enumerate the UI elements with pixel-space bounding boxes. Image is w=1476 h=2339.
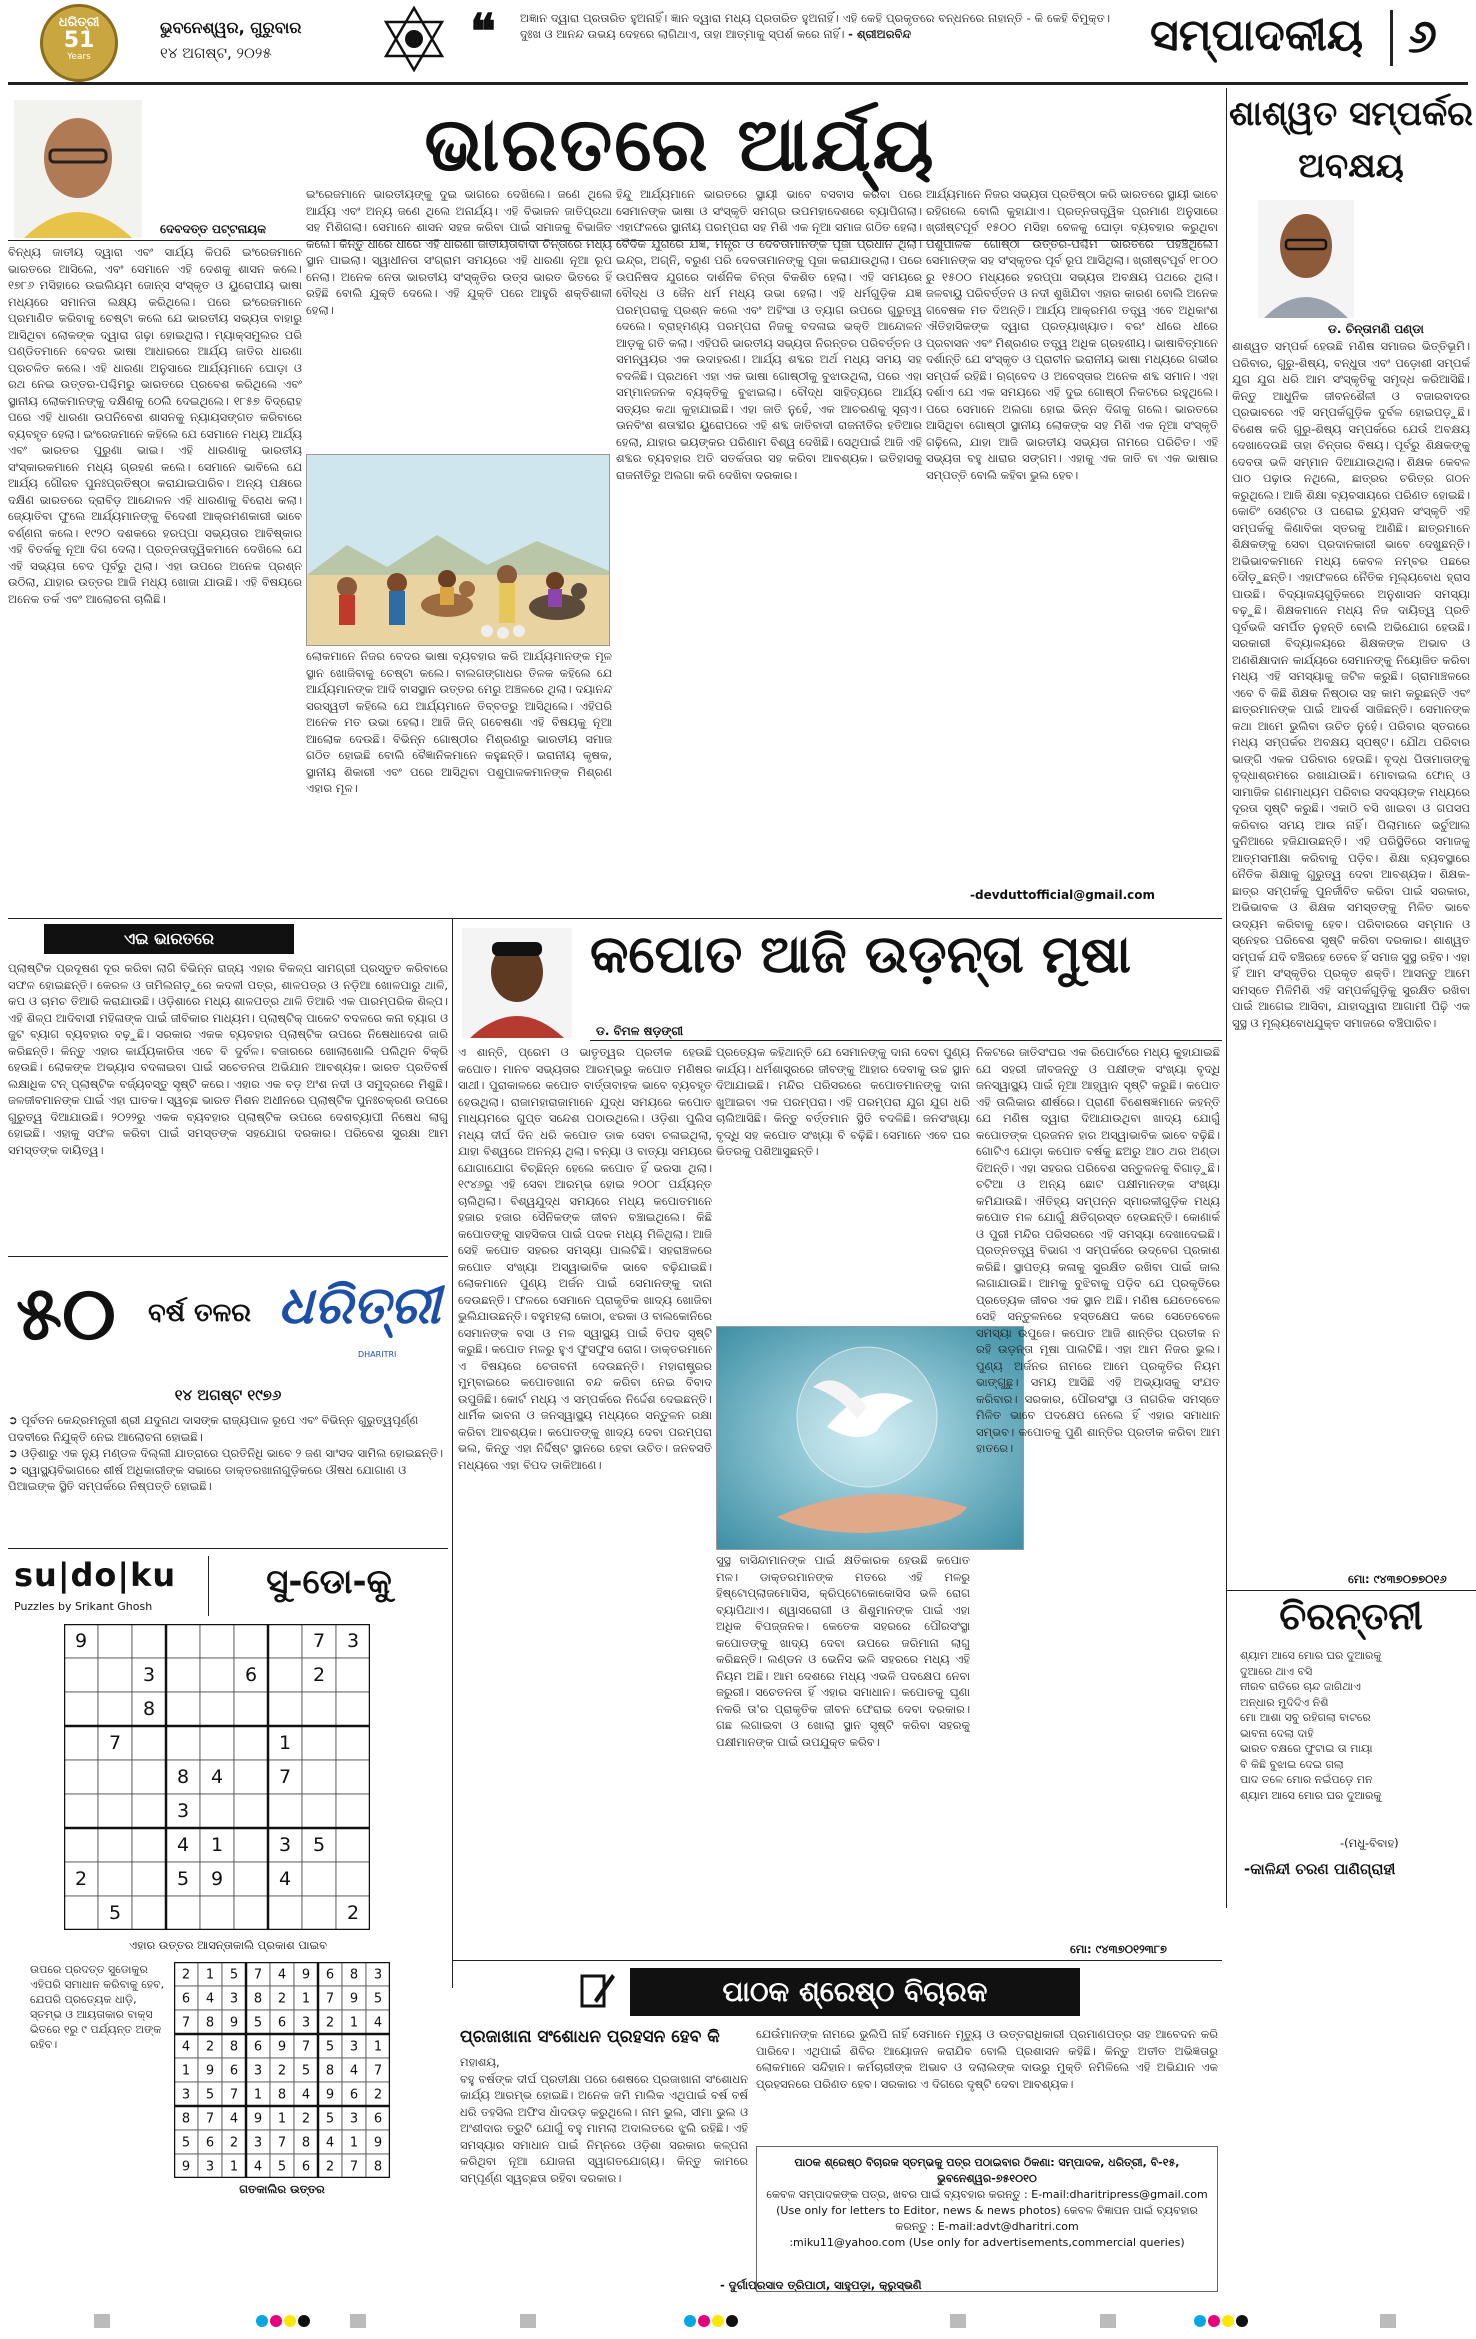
sudoku-puzzle-digit: 5 [312,1834,326,1857]
reader-footer-line3: :miku11@yahoo.com (Use only for advertisements,commercial queries) [789,2236,1185,2249]
sudoku-solution-digit: 4 [253,2159,263,2175]
sudoku-puzzle-cell [200,1692,234,1726]
section-title: ସମ୍ପାଦକୀୟ [1150,10,1364,61]
letter-body-col-2: ଯେଉଁମାନଙ୍କ ନାମରେ ଭୁଲିପି ନାହିଁ ସେମାନେ ମୃତ୍ୟୁ ଓ ଉତ୍ତରାଧିକାରୀ ପ୍ରମାଣପତ୍ର ସହ ଆବେଦନ କରି ପାରିବେ। ଏଥିପାଇଁ ଶିବିର ଆୟୋଜନ କରାଯିବ ବୋଲି ପ୍ରଶାସନ କହିଛି। କିନ୍ତୁ ଅତୀତ ଅଭିଜ୍ଞତାରୁ ଲୋକମାନେ ସନ୍ଦିହାନ। କର୍ମଚାରୀଙ୍କ ଅଭାବ ଓ ଦଲାଲଙ୍କ ଦାଉରୁ ମୁକ୍ତି ନମିଳିଲେ ଏହି ଅଭିଯାନ ଏକ ପ୍ରହସନରେ ପରିଣତ ହେବ। ସରକାର ଏ ଦିଗରେ ଦୃଷ୍ଟି ଦେବା ଆବଶ୍ୟକ। [756,2027,1218,2091]
sudoku-solution-digit: 3 [373,1967,383,1983]
sudoku-puzzle-cell [302,1760,336,1794]
sudoku-solution-digit: 6 [205,2135,215,2151]
second-author-phone: ମୋ: ୯୪୩୭୦୧୨୩୮୭ [1070,1942,1167,1956]
sudoku-puzzle-cell [132,1726,166,1760]
sudoku-solution-digit: 8 [349,1967,359,1983]
sudoku-solution-digit: 4 [301,2087,311,2103]
sudoku-puzzle-cell [98,1862,132,1896]
sudoku-puzzle-cell [302,1862,336,1896]
sudoku-solution-digit: 4 [373,2015,383,2031]
sudoku-solution-digit: 5 [229,1967,239,1983]
sudoku-solution-digit: 3 [349,2039,359,2055]
chirantani-source: -(ମଧୁ-ବିବାହ) [1340,1836,1399,1850]
sudoku-solution-digit: 1 [277,2111,287,2127]
sudoku-credit: Puzzles by Srikant Ghosh [14,1600,153,1613]
sudoku-puzzle-cell [166,1624,200,1658]
sudoku-solution-digit: 9 [229,2015,239,2031]
ei-bharatare-text: ପ୍ଲାଷ୍ଟିକ ପ୍ରଦୂଷଣ ଦୂର କରିବା ଲାଗି ବିଭିନ୍ନ ରାଜ୍ୟ ଏହାର ବିକଳ୍ପ ସାମଗ୍ରୀ ପ୍ରସ୍ତୁତ କରିବାରେ ସଫଳ ହୋଇଛନ୍ତି। କେରଳ ଓ ତାମିଲନାଡ଼ୁରେ କଦଳୀ ପତ୍ର, ଶାଳପତ୍ର ଓ ନଡ଼ିଆ ଖୋଳପାରୁ ଥାଳି, କପ ଓ ଚାମଚ ତିଆରି କରାଯାଉଛି। ଓଡ଼ିଶାରେ ମଧ୍ୟ ଶାଳପତ୍ର ଥାଳି ତିଆରି ଏକ ପାରମ୍ପରିକ ଶିଳ୍ପ। ଏହି ଶିଳ୍ପ ଆଦିବାସୀ ମହିଳାଙ୍କ ପାଇଁ ଜୀବିକାର ମାଧ୍ୟମ। ପ୍ଲାଷ୍ଟିକ୍ ପାକେଟ ବଦଳରେ କନା ବ୍ୟାଗ ଓ ଜୁଟ ବ୍ୟାଗ ବ୍ୟବହାର ବଢ଼ୁଛି। ସରକାର ଏକକ ବ୍ୟବହାର ପ୍ଲାଷ୍ଟିକ ଉପରେ ନିଷେଧାଦେଶ ଜାରି କରିଛନ୍ତି। କିନ୍ତୁ ଏହାର କାର୍ଯ୍ୟକାରିତା ଏବେ ବି ଦୁର୍ବଳ। ବଜାରରେ ଖୋଲାଖୋଲି ପଲିଥିନ ବିକ୍ରି ହେଉଛି। ଲୋକଙ୍କ ଅଭ୍ୟାସ ବଦଳାଇବା ପାଇଁ ସଚେତନତା ଅଭିଯାନ ଆବଶ୍ୟକ। ଭାରତ ପ୍ରତିବର୍ଷ ଲକ୍ଷାଧିକ ଟନ୍ ପ୍ଲାଷ୍ଟିକ ବର୍ଜ୍ୟବସ୍ତୁ ସୃଷ୍ଟି କରେ। ଏହାର ଏକ ବଡ଼ ଅଂଶ ନଦୀ ଓ ସମୁଦ୍ରରେ ମିଶୁଛି। ଜଳଜୀବମାନଙ୍କ ପାଇଁ ଏହା ଘାତକ। ସ୍ୱଚ୍ଛ ଭାରତ ମିଶନ ଅଧୀନରେ ପ୍ଲାଷ୍ଟିକ ପୁନଃଚକ୍ରଣ ଉପରେ ଗୁରୁତ୍ୱ ଦିଆଯାଉଛି। ୨୦୨୨ରୁ ଏକକ ବ୍ୟବହାର ପ୍ଲାଷ୍ଟିକ ଉପରେ ଦେଶବ୍ୟାପୀ ନିଷେଧ ଲାଗୁ ହୋଇଛି। ଏହାକୁ ସଫଳ କରିବା ପାଇଁ ସମସ୍ତଙ୍କ ସହଯୋଗ ଦରକାର। ପରିବେଶ ସୁରକ୍ଷା ଆମ ସମସ୍ତଙ୍କ ଦାୟିତ୍ୱ। [8,961,448,1157]
sudoku-solution-digit: 2 [277,2063,287,2079]
reader-footer-line2: କେବଳ ସମ୍ପାଦକଙ୍କ ପତ୍ର, ଖବର ପାଇଁ ବ୍ୟବହାର କରନ୍ତୁ : E-mail:dharitripress@gmail.com (Use only for letters to Editor, news & news photos) କେବଳ ବିଜ୍ଞାପନ ପାଇଁ ବ୍ୟବହାର କରନ୍ତୁ : E-mail:advt@dharitri.com [766,2188,1208,2233]
sudoku-solution-digit: 7 [277,2135,287,2151]
lead-author-email: -devduttofficial@gmail.com [970,888,1156,902]
sudoku-puzzle-digit: 2 [312,1664,326,1687]
sudoku-solution-digit: 2 [205,2039,215,2055]
lead-article-col-3: ହିନ୍ଦୁ ଆର୍ଯ୍ୟମାନେ ଭାରତରେ ସ୍ଥାୟୀ ଭାବେ ବସବାସ କରିବା ପରେ ସେମାନଙ୍କ ଭାଷା ଓ ସଂସ୍କୃତି ସମଗ୍ର ଉପମହାଦେଶରେ ବ୍ୟାପିଗଲା। ଏହାଫଳରେ ସ୍ଥାନୀୟ ପରମ୍ପରା ସହ ମିଶି ଏକ ନୂଆ ସମାଜ ଗଠିତ ହେଲା। ବୈଦିକ ଯୁଗରେ ଯଜ୍ଞ, ମନ୍ତ୍ର ଓ ଦେବତାମାନଙ୍କ ପୂଜା ପ୍ରଧାନ ଥିଲା। ଇନ୍ଦ୍ର, ଅଗ୍ନି, ବରୁଣ ପରି ଦେବତାମାନଙ୍କୁ ପୂଜା କରାଯାଉଥିଲା। ପରେ ଉପନିଷଦ ଯୁଗରେ ଦାର୍ଶନିକ ଚିନ୍ତା ବିକଶିତ ହେଲା। ଏହି ସମୟରେ ବୌଦ୍ଧ ଓ ଜୈନ ଧର୍ମ ମଧ୍ୟ ଉଭା ହେଲା। ଏହି ଧର୍ମଗୁଡ଼ିକ ଯଜ୍ଞ ପରମ୍ପରାକୁ ପ୍ରଶ୍ନ କଲେ ଏବଂ ଅହିଂସା ଓ ତ୍ୟାଗ ଉପରେ ଗୁରୁତ୍ୱ ଦେଲେ। ବ୍ରାହ୍ମଣ୍ୟ ପରମ୍ପରା ନିଜକୁ ବଦଳାଇ ଭକ୍ତି ଆନ୍ଦୋଳନ ଆଡ଼କୁ ଗତି କଲା। ଏହିପରି ଭାରତୀୟ ସଭ୍ୟତା ନିରନ୍ତର ପରିବର୍ତ୍ତନ ଓ ସମନ୍ୱୟର ଏକ ଉଦାହରଣ। ଆର୍ଯ୍ୟ ଶବ୍ଦର ଅର୍ଥ ମଧ୍ୟ ସମୟ ସହ ବଦଳିଛି। ପ୍ରଥମେ ଏହା ଏକ ଭାଷା ଗୋଷ୍ଠୀକୁ ବୁଝାଉଥିଲା, ପରେ ଏହା ସମ୍ମାନଜନକ ବ୍ୟକ୍ତିକୁ ବୁଝାଇଲା। ବୌଦ୍ଧ ସାହିତ୍ୟରେ ଆର୍ଯ୍ୟ ସତ୍ୟର କଥା କୁହାଯାଇଛି। ଏହା ଜାତି ନୁହେଁ, ଏକ ଆଚରଣକୁ ସୂଚାଏ। ଊନବିଂଶ ଶତାବ୍ଦୀର ୟୁରୋପରେ ଏହି ଶବ୍ଦ ଜାତିବାଦୀ ରାଜନୀତିର ହତିଆର ହେଲା, ଯାହାର ଭୟଙ୍କର ପରିଣାମ ବିଶ୍ୱ ଦେଖିଛି। ସେଥିପାଇଁ ଆଜି ଏହି ଶବ୍ଦର ବ୍ୟବହାର ଅତି ସତର୍କତାର ସହ କରିବା ଆବଶ୍ୟକ। ଇତିହାସକୁ ରାଜନୀତିରୁ ଅଲଗା କରି ଦେଖିବା ଦରକାର। [616,187,922,482]
sudoku-solution-digit: 7 [181,2015,191,2031]
second-author-name: ଡ. ବିମଳ ଷଡ଼ଙ୍ଗୀ [596,1024,684,1038]
sudoku-puzzle-cell [336,1658,370,1692]
sudoku-solution-digit: 1 [349,2135,359,2151]
reader-footer-line1: ପାଠକ ଶ୍ରେଷ୍ଠ ବିଚାରକ ସ୍ତମ୍ଭକୁ ପତ୍ର ପଠାଇବାର ଠିକଣା: ସମ୍ପାଦକ, ଧରିତ୍ରୀ, ବି-୧୫, ଭୁବନେଶ୍ୱର-୭୫୧୦୧୦ [794,2156,1180,2185]
lead-headline: ଭାରତରେ ଆର୍ଯ୍ୟ [424,102,936,188]
sudoku-puzzle-cell [268,1692,302,1726]
sudoku-solution-digit: 7 [253,1967,263,1983]
sudoku-puzzle-cell [268,1624,302,1658]
sudoku-puzzle-digit: 3 [142,1664,156,1687]
sudoku-solution-digit: 6 [253,2039,263,2055]
reader-banner-text: ପାଠକ ଶ୍ରେଷ୍ଠ ବିଚାରକ [722,1975,988,2008]
fifty-items: ➲ ପୂର୍ବତନ କେନ୍ଦ୍ରମନ୍ତ୍ରୀ ଶ୍ରୀ ଯଦୁନାଥ ଦାସଙ୍କ ରାଜ୍ୟପାଳ ରୂପେ ଏବଂ ବିଭିନ୍ନ ଗୁରୁତ୍ୱପୂର୍ଣ୍ଣ ପଦବୀରେ ନିଯୁକ୍ତି ନେଇ ଆଲୋଚନା ହୋଇଛି। ➲ ଓଡ଼ିଶାରୁ ଏକ ନ୍ୟୁ ମଣ୍ଡଳ ଦିଲ୍ଲୀ ଯାତ୍ରାରେ ପ୍ରତିନିଧି ଭାବେ ୨ ଜଣ ସାଂସଦ ସାମିଲ ହୋଇଛନ୍ତି। ➲ ସ୍ୱାସ୍ଥ୍ୟବିଭାଗରେ ଶୀର୍ଷ ଅଧିକାରୀଙ୍କ ସଭାରେ ଡାକ୍ତରଖାନାଗୁଡ଼ିକରେ ଔଷଧ ଯୋଗାଣ ଓ ପିଆଇଙ୍କ ସ୍ଥିତି ସମ୍ପର୍କରେ ନିଷ୍ପତ୍ତି ହୋଇଛି। [8,1413,444,1493]
sudoku-solution-digit: 2 [301,2111,311,2127]
sudoku-puzzle-cell [234,1760,268,1794]
sudoku-solution-digit: 2 [181,1967,191,1983]
sudoku-solution-digit: 7 [301,2039,311,2055]
chirantani-title: ଚିରନ୍ତନୀ [1279,1594,1423,1638]
sudoku-solution-digit: 3 [229,1991,239,2007]
sudoku-solution-digit: 8 [277,2087,287,2103]
sudoku-puzzle-cell [336,1794,370,1828]
sudoku-puzzle-cell [98,1794,132,1828]
sudoku-puzzle-cell [166,1896,200,1930]
sudoku-solution-digit: 8 [205,2015,215,2031]
fifty-years-banner [8,1262,448,1382]
sudoku-puzzle-cell [64,1692,98,1726]
sudoku-puzzle-cell [132,1896,166,1930]
sudoku-puzzle-digit: 4 [176,1834,190,1857]
sudoku-solution-digit: 2 [325,2159,335,2175]
sudoku-solution-digit: 2 [229,2135,239,2151]
sudoku-solution-digit: 8 [325,2063,335,2079]
sudoku-puzzle-cell [64,1896,98,1930]
sudoku-odia-title: ସୁ-ଡୋ-କୁ [266,1562,392,1602]
sudoku-solution-digit: 6 [325,1967,335,1983]
side-author-name: ଡ. ଚିନ୍ତାମଣି ପଣ୍ଡା [1328,322,1424,336]
second-article-col-1: ଏ ଶାନ୍ତି, ପ୍ରେମ ଓ ଭାତୃତ୍ୱର ପ୍ରତୀକ ହେଉଛି କପୋତ। ମାନବ ସଭ୍ୟତାର ଆରମ୍ଭରୁ କପୋତ ମଣିଷର ସାଥୀ। ପୁରାକାଳରେ କପୋତ ବାର୍ତ୍ତାବାହକ ଭାବେ ବ୍ୟବହୃତ ହେଉଥିଲା। ରାଜାମହାରାଜାମାନେ ଯୁଦ୍ଧ ସମୟରେ କପୋତ ମାଧ୍ୟମରେ ଗୁପ୍ତ ସନ୍ଦେଶ ପଠାଉଥିଲେ। ଓଡ଼ିଶା ପୁଲିସ ମଧ୍ୟ ଦୀର୍ଘ ଦିନ ଧରି କପୋତ ଡାକ ସେବା ଚଳାଇଥିଲା, ଯାହା ବିଶ୍ୱରେ ଅନନ୍ୟ ଥିଲା। ବନ୍ୟା ଓ ବାତ୍ୟା ସମୟରେ ଯୋଗାଯୋଗ ବିଚ୍ଛିନ୍ନ ହେଲେ କପୋତ ହିଁ ଭରସା ଥିଲା। ୧୯୪୬ରୁ ଏହି ସେବା ଆରମ୍ଭ ହୋଇ ୨୦୦୮ ପର୍ଯ୍ୟନ୍ତ ଚାଲିଥିଲା। ବିଶ୍ୱଯୁଦ୍ଧ ସମୟରେ ମଧ୍ୟ କପୋତମାନେ ହଜାର ହଜାର ସୈନିକଙ୍କ ଜୀବନ ବଞ୍ଚାଇଥିଲେ। କିଛି କପୋତଙ୍କୁ ସାହସିକତା ପାଇଁ ପଦକ ମଧ୍ୟ ମିଳିଥିଲା। ଆଜି ସେହି କପୋତ ସହରର ସମସ୍ୟା ପାଲଟିଛି। ସହରାଞ୍ଚଳରେ କପୋତ ସଂଖ୍ୟା ଅସ୍ୱାଭାବିକ ଭାବେ ବଢ଼ିଯାଇଛି। ଲୋକମାନେ ପୁଣ୍ୟ ଅର୍ଜନ ପାଇଁ ସେମାନଙ୍କୁ ଦାନା ଦେଉଛନ୍ତି। ଫଳରେ ସେମାନେ ପ୍ରାକୃତିକ ଖାଦ୍ୟ ଖୋଜିବା ଭୁଲିଯାଉଛନ୍ତି। ବହୁମହଲା କୋଠା, ଝରକା ଓ ବାଲକୋନିରେ ସେମାନଙ୍କ ବସା ଓ ମଳ ସ୍ୱାସ୍ଥ୍ୟ ପାଇଁ ବିପଦ ସୃଷ୍ଟି କରୁଛି। କପୋତ ମଳରୁ ହୁଏ ଫୁସଫୁସ ରୋଗ। ଡାକ୍ତରମାନେ ଏ ବିଷୟରେ ଚେତାବନୀ ଦେଉଛନ୍ତି। ମହାରାଷ୍ଟ୍ରର ମୁମ୍ବାଇରେ କପୋତଖାନା ବନ୍ଦ କରିବା ନେଇ ବିବାଦ ଉପୁଜିଛି। କୋର୍ଟ ମଧ୍ୟ ଏ ସମ୍ପର୍କରେ ନିର୍ଦ୍ଦେଶ ଦେଇଛନ୍ତି। ଧାର୍ମିକ ଭାବନା ଓ ଜନସ୍ୱାସ୍ଥ୍ୟ ମଧ୍ୟରେ ସନ୍ତୁଳନ ରକ୍ଷା କରିବା ଆବଶ୍ୟକ। କପୋତଙ୍କୁ ଖାଦ୍ୟ ଦେବା ପରମ୍ପରା ଭଲ, କିନ୍ତୁ ଏହା ନିର୍ଦ୍ଦିଷ୍ଟ ସ୍ଥାନରେ ହେବା ଉଚିତ। ଜନବସତି ମଧ୍ୟରେ ଏହା ବିପଦ ଡାକିଆଣେ। [458,1045,712,1472]
sudoku-puzzle-cell [268,1896,302,1930]
lead-article-col-2b: ଲୋକମାନେ ନିଜର ବେଦର ଭାଷା ବ୍ୟବହାର କରି ଆର୍ଯ୍ୟମାନଙ୍କ ମୂଳ ସ୍ଥାନ ଖୋଜିବାକୁ ଚେଷ୍ଟା କଲେ। ବାଲଗଙ୍ଗାଧର ତିଳକ କହିଲେ ଯେ ଆର୍ଯ୍ୟମାନଙ୍କ ଆଦି ବାସସ୍ଥାନ ଉତ୍ତର ମେରୁ ଅଞ୍ଚଳରେ ଥିଲା। ଦୟାନନ୍ଦ ସରସ୍ୱତୀ କହିଲେ ଯେ ଆର୍ଯ୍ୟମାନେ ତିବ୍ବତରୁ ଆସିଥିଲେ। ଏହିପରି ଅନେକ ମତ ଉଭା ହେଲା। ଆଜି ଜିନ୍ ଗବେଷଣା ଏହି ବିଷୟକୁ ନୂଆ ଆଲୋକ ଦେଉଛି। ବିଭିନ୍ନ ଗୋଷ୍ଠୀର ମିଶ୍ରଣରୁ ଭାରତୀୟ ସମାଜ ଗଠିତ ହୋଇଛି ବୋଲି ବୈଜ୍ଞାନିକମାନେ କହୁଛନ୍ତି। ଇରାନୀୟ କୃଷକ, ସ୍ଥାନୀୟ ଶିକାରୀ ଏବଂ ପରେ ଆସିଥିବା ପଶୁପାଳକମାନଙ୍କ ମିଶ୍ରଣ ଏହାର ମୂଳ। [306,649,612,795]
sudoku-puzzle-cell [98,1658,132,1692]
sudoku-solution-digit: 2 [325,2015,335,2031]
sudoku-solution-digit: 6 [301,2159,311,2175]
sudoku-solution-digit: 1 [229,2159,239,2175]
sudoku-puzzle-cell [98,1760,132,1794]
sudoku-note: ଏହାର ଉତ୍ତର ଆସନ୍ତାକାଲି ପ୍ରକାଶ ପାଇବ [129,1938,327,1952]
logo-years: 51 [63,28,95,53]
sudoku-solution-digit: 5 [325,2111,335,2127]
sudoku-solution-digit: 1 [301,1991,311,2007]
sudoku-solution-digit: 5 [277,2159,287,2175]
side-author-photo [1258,200,1354,318]
daily-quote [520,10,1110,74]
sudoku-solution-digit: 7 [325,1991,335,2007]
dharitri-51-years-logo [40,4,118,82]
sudoku-puzzle-cell [64,1726,98,1760]
sudoku-puzzle-cell [234,1794,268,1828]
sudoku-solution-digit: 5 [205,2087,215,2103]
sudoku-puzzle-cell [268,1794,302,1828]
sudoku-solution-digit: 7 [373,2063,383,2079]
sudoku-puzzle-cell [200,1896,234,1930]
side-author-phone: ମୋ: ୯୪୩୭୦୭୭୦୧୬ [1348,1572,1447,1586]
sudoku-puzzle-cell [234,1624,268,1658]
sudoku-solution-digit: 7 [349,2159,359,2175]
sudoku-puzzle-cell [336,1726,370,1760]
sudoku-yesterday-label: ଗତକାଲିର ଉତ୍ତର [239,2182,325,2196]
sudoku-solution-digit: 9 [349,1991,359,2007]
logo-name: ଧରିତ୍ରୀ [58,15,100,30]
lead-author-name: ଦେବଦତ୍ତ ପଟ୍ଟନାୟକ [160,222,267,236]
sudoku-puzzle-cell [64,1828,98,1862]
sudoku-puzzle-cell [132,1862,166,1896]
sudoku-solution-digit: 3 [301,2015,311,2031]
sudoku-solution-digit: 4 [277,1967,287,1983]
sudoku-solution-digit: 1 [181,2063,191,2079]
fifty-brand: ଧରିତ୍ରୀ [278,1276,441,1336]
sudoku-solution-digit: 8 [229,2039,239,2055]
emblem-icon [384,6,444,72]
sudoku-puzzle-digit: 2 [74,1868,88,1891]
sudoku-puzzle-cell [132,1624,166,1658]
reader-footer-box [756,2146,1218,2292]
side-column-title-1: ଶାଶ୍ୱତ ସମ୍ପର୍କର [1228,94,1474,134]
sudoku-puzzle-digit: 5 [108,1902,122,1925]
sudoku-puzzle-cell [302,1726,336,1760]
sudoku-puzzle-digit: 8 [176,1766,190,1789]
side-column-title-2: ଅବକ୍ଷୟ [1298,146,1404,186]
sudoku-solution-digit: 2 [373,2087,383,2103]
sudoku-puzzle-digit: 7 [108,1732,122,1755]
sudoku-puzzle-cell [336,1828,370,1862]
fifty-text: ବର୍ଷ ତଳର [148,1298,251,1328]
sudoku-solution-svg [174,1962,390,2178]
sudoku-puzzle-digit: 3 [278,1834,292,1857]
sudoku-solution-digit: 3 [205,2159,215,2175]
sudoku-puzzle-digit: 1 [278,1732,292,1755]
sudoku-puzzle-cell [200,1794,234,1828]
side-column-text: ଶାଶ୍ୱତ ସମ୍ପର୍କ ହେଉଛି ମଣିଷ ସମାଜର ଭିତ୍ତିଭୂମି। ପରିବାର, ଗୁରୁ-ଶିଷ୍ୟ, ବନ୍ଧୁତା ଏବଂ ପଡ଼ୋଶୀ ସମ୍ପର୍କ ଯୁଗ ଯୁଗ ଧରି ଆମ ସଂସ୍କୃତିକୁ ସମୃଦ୍ଧ କରିଆସିଛି। କିନ୍ତୁ ଆଧୁନିକ ଜୀବନଶୈଳୀ ଓ ବଜାରବାଦର ପ୍ରଭାବରେ ଏହି ସମ୍ପର୍କଗୁଡ଼ିକ ଦୁର୍ବଳ ହୋଇପଡ଼ୁଛି। ବିଶେଷ କରି ଗୁରୁ-ଶିଷ୍ୟ ସମ୍ପର୍କରେ ଯେଉଁ ଅବକ୍ଷୟ ଦେଖାଦେଉଛି ତାହା ଚିନ୍ତାର ବିଷୟ। ପୂର୍ବରୁ ଶିକ୍ଷକଙ୍କୁ ଦେବତା ଭଳି ସମ୍ମାନ ଦିଆଯାଉଥିଲା। ଶିକ୍ଷକ କେବଳ ପାଠ ପଢ଼ାଉ ନଥିଲେ, ଛାତ୍ରର ଚରିତ୍ର ଗଠନ କରୁଥିଲେ। ଆଜି ଶିକ୍ଷା ବ୍ୟବସାୟରେ ପରିଣତ ହୋଇଛି। କୋଚିଂ ସେଣ୍ଟର ଓ ଘରୋଇ ଟ୍ୟୁସନ ସଂସ୍କୃତି ଏହି ସମ୍ପର୍କକୁ କିଣାବିକା ସ୍ତରକୁ ଆଣିଛି। ଛାତ୍ରମାନେ ଶିକ୍ଷକଙ୍କୁ ସେବା ପ୍ରଦାନକାରୀ ଭାବେ ଦେଖୁଛନ୍ତି। ଅଭିଭାବକମାନେ ମଧ୍ୟ କେବଳ ନମ୍ବର ପଛରେ ଦୌଡ଼ୁଛନ୍ତି। ଏହାଫଳରେ ନୈତିକ ମୂଲ୍ୟବୋଧ ହ୍ରାସ ପାଉଛି। ବିଦ୍ୟାଳୟଗୁଡ଼ିକରେ ଅନୁଶାସନ ସମସ୍ୟା ବଢ଼ୁଛି। ଶିକ୍ଷକମାନେ ମଧ୍ୟ ନିଜ ଦାୟିତ୍ୱ ପ୍ରତି ପୂର୍ବଭଳି ସମର୍ପିତ ନୁହନ୍ତି ବୋଲି ଅଭିଯୋଗ ହେଉଛି। ସରକାରୀ ବିଦ୍ୟାଳୟରେ ଶିକ୍ଷକଙ୍କ ଅଭାବ ଓ ଅଣଶିକ୍ଷାଦାନ କାର୍ଯ୍ୟରେ ସେମାନଙ୍କୁ ନିୟୋଜିତ କରିବା ମଧ୍ୟ ଏହି ସମସ୍ୟାକୁ ଜଟିଳ କରୁଛି। ଗ୍ରାମାଞ୍ଚଳରେ ଏବେ ବି କିଛି ଶିକ୍ଷକ ନିଷ୍ଠାର ସହ କାମ କରୁଛନ୍ତି ଏବଂ ଛାତ୍ରମାନଙ୍କ ପାଇଁ ଆଦର୍ଶ ସାଜିଛନ୍ତି। ସେମାନଙ୍କ କଥା ଆମେ ଭୁଲିବା ଉଚିତ ନୁହେଁ। ପରିବାର ସ୍ତରରେ ମଧ୍ୟ ସମ୍ପର୍କର ଅବକ୍ଷୟ ସ୍ପଷ୍ଟ। ଯୌଥ ପରିବାର ଭାଙ୍ଗି ଏକକ ପରିବାର ହେଉଛି। ବୃଦ୍ଧ ପିତାମାତାଙ୍କୁ ବୃଦ୍ଧାଶ୍ରମରେ ରଖାଯାଉଛି। ମୋବାଇଲ ଫୋନ୍ ଓ ସାମାଜିକ ଗଣମାଧ୍ୟମ ପରିବାର ସଦସ୍ୟଙ୍କ ମଧ୍ୟରେ ଦୂରତା ସୃଷ୍ଟି କରୁଛି। ଏକାଠି ବସି ଖାଇବା ଓ ଗପସପ କରିବାର ସମୟ ଆଉ ନାହିଁ। ପିଲାମାନେ ଭର୍ଚୁଆଲ ଦୁନିଆରେ ହଜିଯାଉଛନ୍ତି। ଏହି ପରିସ୍ଥିତିରେ ସମାଜକୁ ଆତ୍ମସମୀକ୍ଷା କରିବାକୁ ପଡ଼ିବ। ଶିକ୍ଷା ବ୍ୟବସ୍ଥାରେ ନୈତିକ ଶିକ୍ଷାକୁ ଗୁରୁତ୍ୱ ଦେବା ଆବଶ୍ୟକ। ଶିକ୍ଷକ-ଛାତ୍ର ସମ୍ପର୍କକୁ ପୁନର୍ଜୀବିତ କରିବା ପାଇଁ ସରକାର, ଅଭିଭାବକ ଓ ଶିକ୍ଷକ ସମସ୍ତଙ୍କୁ ମିଳିତ ଭାବେ ଉଦ୍ୟମ କରିବାକୁ ହେବ। ପରିବାରରେ ସମ୍ମାନ ଓ ସ୍ନେହର ପରିବେଶ ସୃଷ୍ଟି କରିବା ଦରକାର। ଶାଶ୍ୱତ ସମ୍ପର୍କ ଯଦି ବଞ୍ଚିରହେ ତେବେ ହିଁ ସମାଜ ସୁସ୍ଥ ରହିବ। ଏହା ହିଁ ଆମ ସଂସ୍କୃତିର ପ୍ରକୃତ ଶକ୍ତି। ଆସନ୍ତୁ ଆମେ ସମସ୍ତେ ମିଳିମିଶି ଏହି ସମ୍ପର୍କଗୁଡ଼ିକୁ ସୁରକ୍ଷିତ ରଖିବା ପାଇଁ ଆଗେଇ ଆସିବା, ଯାହାଦ୍ୱାରା ଆଗାମୀ ପିଢ଼ି ଏକ ସୁସ୍ଥ ଓ ମୂଲ୍ୟବୋଧଯୁକ୍ତ ସମାଜରେ ବଞ୍ଚିପାରିବ। [1232,339,1470,1030]
sudoku-solution-digit: 7 [229,2087,239,2103]
sudoku-puzzle-cell [132,1760,166,1794]
sudoku-solution-digit: 3 [253,2135,263,2151]
sudoku-solution-digit: 1 [373,2039,383,2055]
second-article-col-2: ପ୍ରତ୍ୟେକ କହିଥାନ୍ତି ଯେ ସେମାନଙ୍କୁ ଦାନା ଦେବା ପୁଣ୍ୟ କାର୍ଯ୍ୟ। ଧର୍ମଶାସ୍ତ୍ରରେ ଜୀବଙ୍କୁ ଆହାର ଦେବାକୁ ଉଚ୍ଚ ସ୍ଥାନ ଦିଆଯାଇଛି। ମନ୍ଦିର ପରିସରରେ କପୋତମାନଙ୍କୁ ଦାନା ଖୁଆଇବା ଏକ ପରମ୍ପରା। ଏହି ପରମ୍ପରା ଯୁଗ ଯୁଗ ଧରି ଚାଲିଆସିଛି। କିନ୍ତୁ ବର୍ତ୍ତମାନ ସ୍ଥିତି ବଦଳିଛି। ଜନସଂଖ୍ୟା ବୃଦ୍ଧି ସହ କପୋତ ସଂଖ୍ୟା ବି ବଢ଼ିଛି। ସେମାନେ ଏବେ ଘର ଭିତରକୁ ପଶିଆସୁଛନ୍ତି। [716,1045,970,1158]
chirantani-poem: ଶ୍ୟାମ ଆସେ ମୋର ଘର ଦୁଆରକୁ ଦୁଆରେ ଥାଏ ବସି ନୀରବ ରାତିରେ ଚାନ୍ଦ ଜାଗିଥାଏ ଅନ୍ଧାର ମୁଦିଦିଏ ନିଶି ମୋ ଆଶା ସବୁ ରହିଗଲା ବାଟରେ ଭାବନା ଦେଲା ଦାହି ଭାରତ ବକ୍ଷରେ ଫୁଟାଇ ତା ମାୟା ବି କିଛି ବୁଝାଇ ଦେଇ ଗଲା ପାଦ ତଳେ ମୋର ନଇଁପଡ଼େ ମନ ଶ୍ୟାମ ଆସେ ମୋର ଘର ଦୁଆରକୁ [1240,1649,1382,1802]
sudoku-rules: ଉପରେ ପ୍ରଦତ୍ତ ସୁଡୋକୁର ଏହିପରି ସମାଧାନ କରିବାକୁ ହେବ, ଯେପରି ପ୍ରତ୍ୟେକ ଧାଡ଼ି, ସ୍ତମ୍ଭ ଓ ଆୟତାକାର ବାକ୍ସ ଭିତରେ ୧ରୁ ୯ ପର୍ଯ୍ୟନ୍ତ ଅଙ୍କ ରହିବ। [30,1963,165,2051]
sudoku-puzzle-cell [234,1862,268,1896]
sudoku-solution-digit: 2 [277,1991,287,2007]
fifty-brand-sub: DHARITRI [358,1350,397,1359]
sudoku-puzzle-cell [234,1896,268,1930]
sudoku-puzzle-cell [302,1896,336,1930]
pen-icon [580,1970,616,2010]
sudoku-puzzle-digit: 8 [142,1698,156,1721]
sudoku-solution-digit: 4 [205,1991,215,2007]
sudoku-puzzle-digit: 1 [210,1834,224,1857]
lead-author-photo [14,100,142,238]
sudoku-solution-digit: 6 [373,2111,383,2127]
sudoku-puzzle-cell [64,1794,98,1828]
sudoku-puzzle-digit: 4 [278,1868,292,1891]
reader-banner [630,1968,1080,2016]
page-number: ୬ [1408,9,1437,63]
logo-sub: Years [67,52,91,62]
letter-title: ପ୍ରଜାଖାନା ସଂଶୋଧନ ପ୍ରହସନ ହେବ କି [460,2027,720,2047]
sudoku-puzzle-cell [132,1828,166,1862]
sudoku-puzzle-digit: 2 [346,1902,360,1925]
sudoku-puzzle-cell [302,1692,336,1726]
sudoku-solution-digit: 9 [205,2063,215,2079]
letter-signature: - ଦୁର୍ଗାପ୍ରସାଦ ତ୍ରିପାଠୀ, ସାହୁପଡ଼ା, କ୍ରୁସ୍ଭଣି [720,2278,922,2292]
aryan-migration-illustration [306,454,610,646]
sudoku-solution-digit: 5 [181,2135,191,2151]
sudoku-logo: su|do|ku [14,1556,177,1594]
sudoku-puzzle-cell [166,1726,200,1760]
sudoku-solution-digit: 9 [277,2039,287,2055]
sudoku-puzzle-digit: 7 [312,1630,326,1653]
sudoku-solution-digit: 5 [301,2063,311,2079]
registration-marks [0,2306,1476,2334]
sudoku-puzzle-digit: 7 [278,1766,292,1789]
sudoku-solution-digit: 9 [373,2135,383,2151]
sudoku-solution-digit: 9 [325,2087,335,2103]
fifty-date: ୧୪ ଅଗଷ୍ଟ ୧୯୭୬ [174,1386,282,1404]
sudoku-solution-digit: 3 [253,2063,263,2079]
sudoku-puzzle-cell [166,1658,200,1692]
sudoku-solution-digit: 4 [181,2039,191,2055]
ei-bharatare-label-text: ଏଇ ଭାରତରେ [123,929,215,948]
sudoku-puzzle-svg [64,1624,370,1930]
second-headline: କପୋତ ଆଜି ଉଡ଼ନ୍ତା ମୁଷା [590,925,1132,985]
ei-bharatare-label [44,924,294,954]
second-article-col-3: ନିକଟରେ ଜାତିସଂଘର ଏକ ରିପୋର୍ଟରେ ମଧ୍ୟ କୁହାଯାଇଛି ଯେ ସହରୀ ଜୀବଜନ୍ତୁ ଓ ପକ୍ଷୀଙ୍କ ସଂଖ୍ୟା ବୃଦ୍ଧି ଜନସ୍ୱାସ୍ଥ୍ୟ ପାଇଁ ନୂଆ ଆହ୍ୱାନ ସୃଷ୍ଟି କରୁଛି। କପୋତ ଏହି ତାଲିକାର ଶୀର୍ଷରେ। ପ୍ରାଣୀ ବିଶେଷଜ୍ଞମାନେ କହନ୍ତି ଯେ ମଣିଷ ଦ୍ୱାରା ଦିଆଯାଉଥିବା ଖାଦ୍ୟ ଯୋଗୁଁ କପୋତଙ୍କ ପ୍ରଜନନ ହାର ଅସ୍ୱାଭାବିକ ଭାବେ ବଢ଼ିଛି। ଗୋଟିଏ ଯୋଡ଼ା କପୋତ ବର୍ଷକୁ ଛଅରୁ ଆଠ ଥର ଅଣ୍ଡା ଦିଅନ୍ତି। ଏହା ସହରର ପରିବେଶ ସନ୍ତୁଳନକୁ ବିଗାଡ଼ୁଛି। ଚଟିଆ ଓ ଅନ୍ୟ ଛୋଟ ପକ୍ଷୀମାନଙ୍କ ସଂଖ୍ୟା କମିଯାଉଛି। ଐତିହ୍ୟ ସମ୍ପନ୍ନ ସ୍ମାରକୀଗୁଡ଼ିକ ମଧ୍ୟ କପୋତ ମଳ ଯୋଗୁଁ କ୍ଷତିଗ୍ରସ୍ତ ହେଉଛନ୍ତି। କୋଣାର୍କ ଓ ପୁରୀ ମନ୍ଦିର ପରିସରରେ ଏହି ସମସ୍ୟା ଦେଖାଦେଇଛି। ପ୍ରତ୍ନତତ୍ତ୍ୱ ବିଭାଗ ଏ ସମ୍ପର୍କରେ ଉଦ୍ବେଗ ପ୍ରକାଶ କରିଛି। ସ୍ଥାପତ୍ୟ କଳାକୁ ସୁରକ୍ଷିତ ରଖିବା ପାଇଁ ଜାଲ ଲଗାଯାଉଛି। ଆମକୁ ବୁଝିବାକୁ ପଡ଼ିବ ଯେ ପ୍ରକୃତିରେ ପ୍ରତ୍ୟେକ ଜୀବର ଏକ ସ୍ଥାନ ଅଛି। ମଣିଷ ଯେତେବେଳେ ସେହି ସନ୍ତୁଳନରେ ହସ୍ତକ୍ଷେପ କରେ ସେତେବେଳେ ସମସ୍ୟା ଉପୁଜେ। କପୋତ ଆଜି ଶାନ୍ତିର ପ୍ରତୀକ ନ ରହି ଉଡ଼ନ୍ତା ମୂଷା ପାଲଟିଛି। ଏହା ଆମ ନିଜର ଭୁଲ। ପୁଣ୍ୟ ଅର୍ଜନର ନାମରେ ଆମେ ପ୍ରକୃତିର ନିୟମ ଭାଙ୍ଗୁଛୁ। ସମୟ ଆସିଛି ଏହି ଅଭ୍ୟାସକୁ ସଂଯତ କରିବାର। ସରକାର, ପୌରସଂସ୍ଥା ଓ ନାଗରିକ ସମସ୍ତେ ମିଳିତ ଭାବେ ପଦକ୍ଷେପ ନେଲେ ହିଁ ଏହାର ସମାଧାନ ସମ୍ଭବ। କପୋତକୁ ପୁଣି ଶାନ୍ତିର ପ୍ରତୀକ କରିବା ଆମ ହାତରେ। [976,1045,1220,1455]
quote-author: - ଶ୍ରୀଅରବିନ୍ଦ [848,27,911,41]
sudoku-solution-digit: 5 [325,2039,335,2055]
sudoku-puzzle-cell [234,1726,268,1760]
sudoku-solution-digit: 9 [253,2111,263,2127]
sudoku-puzzle-cell [64,1658,98,1692]
sudoku-puzzle-digit: 3 [346,1630,360,1653]
masthead [0,0,1476,82]
sudoku-solution-digit: 1 [349,2015,359,2031]
sudoku-solution-digit: 7 [205,2111,215,2127]
sudoku-puzzle-cell [336,1692,370,1726]
issue-date: ୧୪ ଅଗଷ୍ଟ, ୨୦୨୫ [160,44,272,62]
sudoku-puzzle-cell [200,1624,234,1658]
sudoku-solution-digit: 4 [325,2135,335,2151]
sudoku-puzzle-cell [336,1862,370,1896]
second-article-col-2b: ସୁସ୍ଥ ବାସିନ୍ଦାମାନଙ୍କ ପାଇଁ କ୍ଷତିକାରକ ହେଉଛି କପୋତ ମଳ। ଡାକ୍ତରମାନଙ୍କ ମତରେ ଏହି ମଳରୁ ହିଷ୍ଟୋପ୍ଲାଜମୋସିସ, କ୍ରିପ୍ଟୋକୋକୋସିସ ଭଳି ରୋଗ ବ୍ୟାପିଥାଏ। ଶ୍ୱାସରୋଗୀ ଓ ଶିଶୁମାନଙ୍କ ପାଇଁ ଏହା ଅଧିକ ବିପଜ୍ଜନକ। କେତେକ ସହରରେ ପୌରସଂସ୍ଥା କପୋତଙ୍କୁ ଖାଦ୍ୟ ଦେବା ଉପରେ ଜରିମାନା ଲାଗୁ କରିଛନ୍ତି। ଲଣ୍ଡନ ଓ ଭେନିସ ଭଳି ସହରରେ ମଧ୍ୟ ଏହି ନିୟମ ଅଛି। ଆମ ଦେଶରେ ମଧ୍ୟ ଏଭଳି ପଦକ୍ଷେପ ନେବା ଜରୁରୀ। ସଚେତନତା ହିଁ ଏହାର ସମାଧାନ। କପୋତକୁ ଘୃଣା ନକରି ତା'ର ପ୍ରାକୃତିକ ଜୀବନ ଫେରାଇ ଦେବା ଦରକାର। ଗଛ ଲଗାଇବା ଓ ଖୋଲା ସ୍ଥାନ ସୃଷ୍ଟି କରିବା ସହରକୁ ପକ୍ଷୀମାନଙ୍କ ପାଇଁ ଉପଯୁକ୍ତ କରିବ। [716,1553,970,1749]
chirantani-author: -କାଳିନ୍ଦୀ ଚରଣ ପାଣିଗ୍ରାହୀ [1244,1860,1396,1878]
sudoku-puzzle-digit: 9 [210,1868,224,1891]
masthead-rule [8,82,1468,85]
sudoku-solution-digit: 5 [253,2015,263,2031]
quote-text: ଅଜ୍ଞାନ ଦ୍ୱାରା ପ୍ରତାରିତ ହୁଅନାହିଁ। ଜ୍ଞାନ ଦ୍ୱାରା ମଧ୍ୟ ପ୍ରତାରିତ ହୁଅନାହିଁ। ଏହି କେହି ପ୍ରକୃତରେ ବନ୍ଧନରେ ନାହାନ୍ତି - କି କେହି ବିମୁକ୍ତ। ଦୁଃଖ ଓ ଆନନ୍ଦ ଉଭୟ ଦେହରେ ଲାଗିଥାଏ, ତାହା ଆତ୍ମାକୁ ସ୍ପର୍ଶ କରେ ନାହିଁ। [520,11,1110,41]
sudoku-puzzle-grid [64,1624,370,1930]
lead-article-col-1: ବିନ୍ଧ୍ୟ ଜାତୀୟ ଦ୍ୱାରା ଏବଂ ସାର୍ଯ୍ୟ କିପରି ଇଂରେଜମାନେ ଭାରତରେ ଆସିଲେ, ଏବଂ ସେମାନେ ଏହି ଦେଶକୁ ଶାସନ କଲେ। ୧୭୮୬ ମସିହାରେ ଉଇଲିୟମ ଜୋନ୍ସ ସଂସ୍କୃତ ଓ ୟୁରୋପୀୟ ଭାଷା ମଧ୍ୟରେ ସମାନତା ଲକ୍ଷ୍ୟ କରିଥିଲେ। ପରେ ଇଂରେଜମାନେ ପ୍ରମାଣିତ କରିବାକୁ ଚେଷ୍ଟା କଲେ ଯେ ଭାରତୀୟ ସଭ୍ୟତା ବାହାରୁ ଆସିଥିବା ଲୋକଙ୍କ ଦ୍ୱାରା ଗଢ଼ା ହୋଇଥିଲା। ମ୍ୟାକ୍ସମୁଲର ପରି ପଣ୍ଡିତମାନେ ବେଦର ଭାଷା ଆଧାରରେ ଆର୍ଯ୍ୟ ଜାତିର ଧାରଣା ପ୍ରଚଳିତ କଲେ। ଏହି ଧାରଣା ଅନୁସାରେ ଆର୍ଯ୍ୟମାନେ ଘୋଡ଼ା ଓ ରଥ ନେଇ ଉତ୍ତର-ପଶ୍ଚିମରୁ ଭାରତରେ ପ୍ରବେଶ କରିଥିଲେ ଏବଂ ସ୍ଥାନୀୟ ଲୋକମାନଙ୍କୁ ଦକ୍ଷିଣକୁ ଠେଲି ଦେଇଥିଲେ। ୧୮୫୭ ବିଦ୍ରୋହ ପରେ ଏହି ଧାରଣା ଉପନିବେଶ ଶାସନକୁ ନ୍ୟାୟସଙ୍ଗତ କରିବାରେ ବ୍ୟବହୃତ ହେଲା। ଇଂରେଜମାନେ କହିଲେ ଯେ ସେମାନେ ମଧ୍ୟ ଆର୍ଯ୍ୟ ଏବଂ ଭାରତର ପୁରୁଣା ଭାଇ। ଏହି ଧାରଣାକୁ ଭାରତୀୟ ସଂସ୍କାରକମାନେ ମଧ୍ୟ ଗ୍ରହଣ କଲେ। ସେମାନେ ଭାବିଲେ ଯେ ଆର୍ଯ୍ୟ ଗୌରବ ପୁନଃପ୍ରତିଷ୍ଠା କରାଯାଇପାରିବ। ଅନ୍ୟ ପକ୍ଷରେ ଦକ୍ଷିଣ ଭାରତରେ ଦ୍ରାବିଡ଼ ଆନ୍ଦୋଳନ ଏହି ଧାରଣାକୁ ବିରୋଧ କଲା। ଜ୍ୟୋତିବା ଫୁଲେ ଆର୍ଯ୍ୟମାନଙ୍କୁ ବିଦେଶୀ ଆକ୍ରମଣକାରୀ ଭାବେ ବର୍ଣ୍ଣନା କଲେ। ୧୯୨୦ ଦଶକରେ ହରପ୍ପା ସଭ୍ୟତାର ଆବିଷ୍କାର ଏହି ବିତର୍କକୁ ନୂଆ ଦିଗ ଦେଲା। ପ୍ରତ୍ନତାତ୍ତ୍ୱିକମାନେ ଦେଖିଲେ ଯେ ଏହି ସଭ୍ୟତା ବେଦ ପୂର୍ବରୁ ଥିଲା। ଏହା ଉପରେ ଅନେକ ପ୍ରଶ୍ନ ଉଠିଲା, ଯାହାର ଉତ୍ତର ଆଜି ମଧ୍ୟ ଖୋଜା ଯାଉଛି। ଏହି ବିଷୟରେ ଅନେକ ତର୍କ ଏବଂ ଆଲୋଚନା ଚାଲିଛି। [8,245,302,606]
sudoku-puzzle-cell [98,1624,132,1658]
sudoku-puzzle-cell [98,1828,132,1862]
sudoku-puzzle-cell [132,1794,166,1828]
sudoku-solution-digit: 6 [349,2087,359,2103]
sudoku-solution-digit: 6 [277,2015,287,2031]
sudoku-puzzle-digit: 4 [210,1766,224,1789]
sudoku-puzzle-cell [302,1794,336,1828]
sudoku-puzzle-cell [268,1658,302,1692]
place-day: ଭୁବନେଶ୍ୱର, ଗୁରୁବାର [160,18,302,37]
quote-mark-icon: ❝ [470,4,496,60]
sudoku-puzzle-cell [166,1692,200,1726]
sudoku-solution-digit: 5 [373,1991,383,2007]
sudoku-solution-digit: 3 [181,2087,191,2103]
sudoku-solution-digit: 1 [205,1967,215,1983]
sudoku-solution-digit: 6 [181,1991,191,2007]
sudoku-solution-digit: 4 [349,2063,359,2079]
lead-article-col-2: ଇଂରେଜମାନେ ଭାରତୀୟଙ୍କୁ ଦୁଇ ଭାଗରେ ଦେଖିଲେ। ଜଣେ ଥିଲେ ଆର୍ଯ୍ୟ ଏବଂ ଅନ୍ୟ ଜଣେ ଥିଲେ ଅନାର୍ଯ୍ୟ। ଏହି ବିଭାଜନ ଜାତିପ୍ରଥା ସହ ମିଶିଗଲା। ସେମାନେ ଶାସନ ସହଜ କରିବା ପାଇଁ ସମାଜକୁ ବିଭାଜିତ କଲେ। କିନ୍ତୁ ଧୀରେ ଧୀରେ ଏହି ଧାରଣା ଜାତୀୟତାବାଦୀ ଚିନ୍ତାରେ ମଧ୍ୟ ସ୍ଥାନ ପାଇଲା। ସ୍ୱାଧୀନତା ସଂଗ୍ରାମ ସମୟରେ ଏହି ଧାରଣା ନୂଆ ରୂପ ନେଲା। ଅନେକ ନେତା ଭାରତୀୟ ସଂସ୍କୃତିର ଉତ୍ସ ଭାରତ ଭିତରେ ହିଁ ରହିଛି ବୋଲି ଯୁକ୍ତି ଦେଲେ। ଏହି ଯୁକ୍ତି ପରେ ଆହୁରି ଶକ୍ତିଶାଳୀ ହେଲା। [306,187,612,317]
sudoku-solution-digit: 4 [229,2111,239,2127]
sudoku-solution-digit: 8 [181,2111,191,2127]
sudoku-puzzle-cell [98,1692,132,1726]
sudoku-puzzle-digit: 3 [176,1800,190,1823]
sudoku-solution-digit: 8 [253,1991,263,2007]
sudoku-solution-digit: 9 [301,1967,311,1983]
sudoku-puzzle-cell [336,1760,370,1794]
sudoku-solution-digit: 9 [181,2159,191,2175]
sudoku-puzzle-digit: 6 [244,1664,258,1687]
lead-article-col-4: ଆର୍ଯ୍ୟମାନେ ନିଜର ସଭ୍ୟତା ପ୍ରତିଷ୍ଠା କରି ଭାରତରେ ସ୍ଥାୟୀ ଭାବେ ରହିଗଲେ ବୋଲି କୁହାଯାଏ। ପ୍ରତ୍ନତାତ୍ତ୍ୱିକ ପ୍ରମାଣ ଅନୁସାରେ ଖ୍ରୀଷ୍ଟପୂର୍ବ ୧୫୦୦ ମସିହା ବେଳକୁ ଘୋଡ଼ା ବ୍ୟବହାର କରୁଥିବା ପଶୁପାଳକ ଗୋଷ୍ଠୀ ଉତ୍ତର-ପଶ୍ଚିମ ଭାରତରେ ପହଞ୍ଚିଥିଲେ। ସେମାନଙ୍କ ସହ ସଂସ୍କୃତର ପୂର୍ବ ରୂପ ଆସିଥିଲା। ଖ୍ରୀଷ୍ଟପୂର୍ବ ୧୮୦୦ ରୁ ୧୫୦୦ ମଧ୍ୟରେ ହରପ୍ପା ସଭ୍ୟତା ଅବକ୍ଷୟ ପଥରେ ଥିଲା। ଜଳବାୟୁ ପରିବର୍ତ୍ତନ ଓ ନଦୀ ଶୁଖିଯିବା ଏହାର କାରଣ ବୋଲି ଅନେକ ଗବେଷକ ମତ ଦିଅନ୍ତି। ଆର୍ଯ୍ୟ ଆକ୍ରମଣ ତତ୍ତ୍ୱ ଏବେ ଅଧିକାଂଶ ଐତିହାସିକଙ୍କ ଦ୍ୱାରା ପ୍ରତ୍ୟାଖ୍ୟାତ। ବରଂ ଧୀରେ ଧୀରେ ପ୍ରବାସନ ଏବଂ ମିଶ୍ରଣର ତତ୍ତ୍ୱ ଅଧିକ ଗ୍ରହଣୀୟ। ଭାଷାବିତ୍‌ମାନେ ଦର୍ଶାନ୍ତି ଯେ ସଂସ୍କୃତ ଓ ପ୍ରାଚୀନ ଇରାନୀୟ ଭାଷା ମଧ୍ୟରେ ଗଭୀର ସମ୍ପର୍କ ରହିଛି। ଋଗ୍‌ବେଦ ଓ ଅବେସ୍ତାର ଅନେକ ଶବ୍ଦ ସମାନ। ଏହା ଦର୍ଶାଏ ଯେ ଏକ ସମୟରେ ଏହି ଦୁଇ ଗୋଷ୍ଠୀ ନିକଟରେ ରହୁଥିଲେ। ପରେ ସେମାନେ ଅଲଗା ହୋଇ ଭିନ୍ନ ଦିଗକୁ ଗଲେ। ଭାରତରେ ଆସିଥିବା ଗୋଷ୍ଠୀ ସ୍ଥାନୀୟ ଲୋକଙ୍କ ସହ ମିଶି ଏକ ନୂଆ ସଂସ୍କୃତି ଗଢ଼ିଲେ, ଯାହା ଆଜି ଭାରତୀୟ ସଭ୍ୟତା ନାମରେ ପରିଚିତ। ଏହି ସଭ୍ୟତା ବହୁ ଧାରାର ସଙ୍ଗମ। ଏହାକୁ ଏକ ଜାତି ବା ଏକ ଭାଷାର ସମ୍ପତ୍ତି ବୋଲି କହିବା ଭୁଲ ହେବ। [926,187,1218,482]
letter-body-col-1: ମହାଶୟ, ବହୁ ବର୍ଷଙ୍କ ଦୀର୍ଘ ପ୍ରତୀକ୍ଷା ପରେ ଶେଷରେ ପ୍ରଜାଖାନା ସଂଶୋଧନ କାର୍ଯ୍ୟ ଆରମ୍ଭ ହୋଇଛି। ଅନେକ ଜମି ମାଲିକ ଏଥିପାଇଁ ବର୍ଷ ବର୍ଷ ଧରି ତହସିଲ ଅଫିସ ଧାଁଦଉଡ଼ କରୁଥିଲେ। ନାମ ଭୁଲ, ସୀମା ଭୁଲ ଓ ଅଂଶୀଦାର ତ୍ରୁଟି ଯୋଗୁଁ ବହୁ ମାମଲା ଅଦାଲତରେ ଝୁଲି ରହିଛି। ଏହି ସମସ୍ୟାର ସମାଧାନ ପାଇଁ ନିମ୍ନରେ ଓଡ଼ିଶା ସରକାର କଳ୍ପନା କରିଥିବା ନୂଆ ଯୋଜନା ସ୍ୱାଗତଯୋଗ୍ୟ। କିନ୍ତୁ କାମରେ ସମ୍ପୂର୍ଣ୍ଣ ସ୍ୱଚ୍ଛତା ରହିବା ଦରକାର। [460,2055,748,2185]
sudoku-puzzle-cell [200,1658,234,1692]
sudoku-puzzle-cell [234,1692,268,1726]
sudoku-solution-digit: 8 [301,2135,311,2151]
sudoku-puzzle-digit: 9 [74,1630,88,1653]
sudoku-solution-grid [174,1962,390,2178]
sudoku-solution-digit: 6 [229,2063,239,2079]
sudoku-solution-digit: 8 [373,2159,383,2175]
sudoku-puzzle-cell [234,1828,268,1862]
second-author-photo [462,928,572,1038]
sudoku-puzzle-cell [200,1726,234,1760]
sudoku-puzzle-cell [64,1760,98,1794]
sudoku-puzzle-digit: 5 [176,1868,190,1891]
sudoku-solution-digit: 3 [349,2111,359,2127]
sudoku-solution-digit: 1 [253,2087,263,2103]
fifty-number: ୫୦ [16,1271,116,1357]
